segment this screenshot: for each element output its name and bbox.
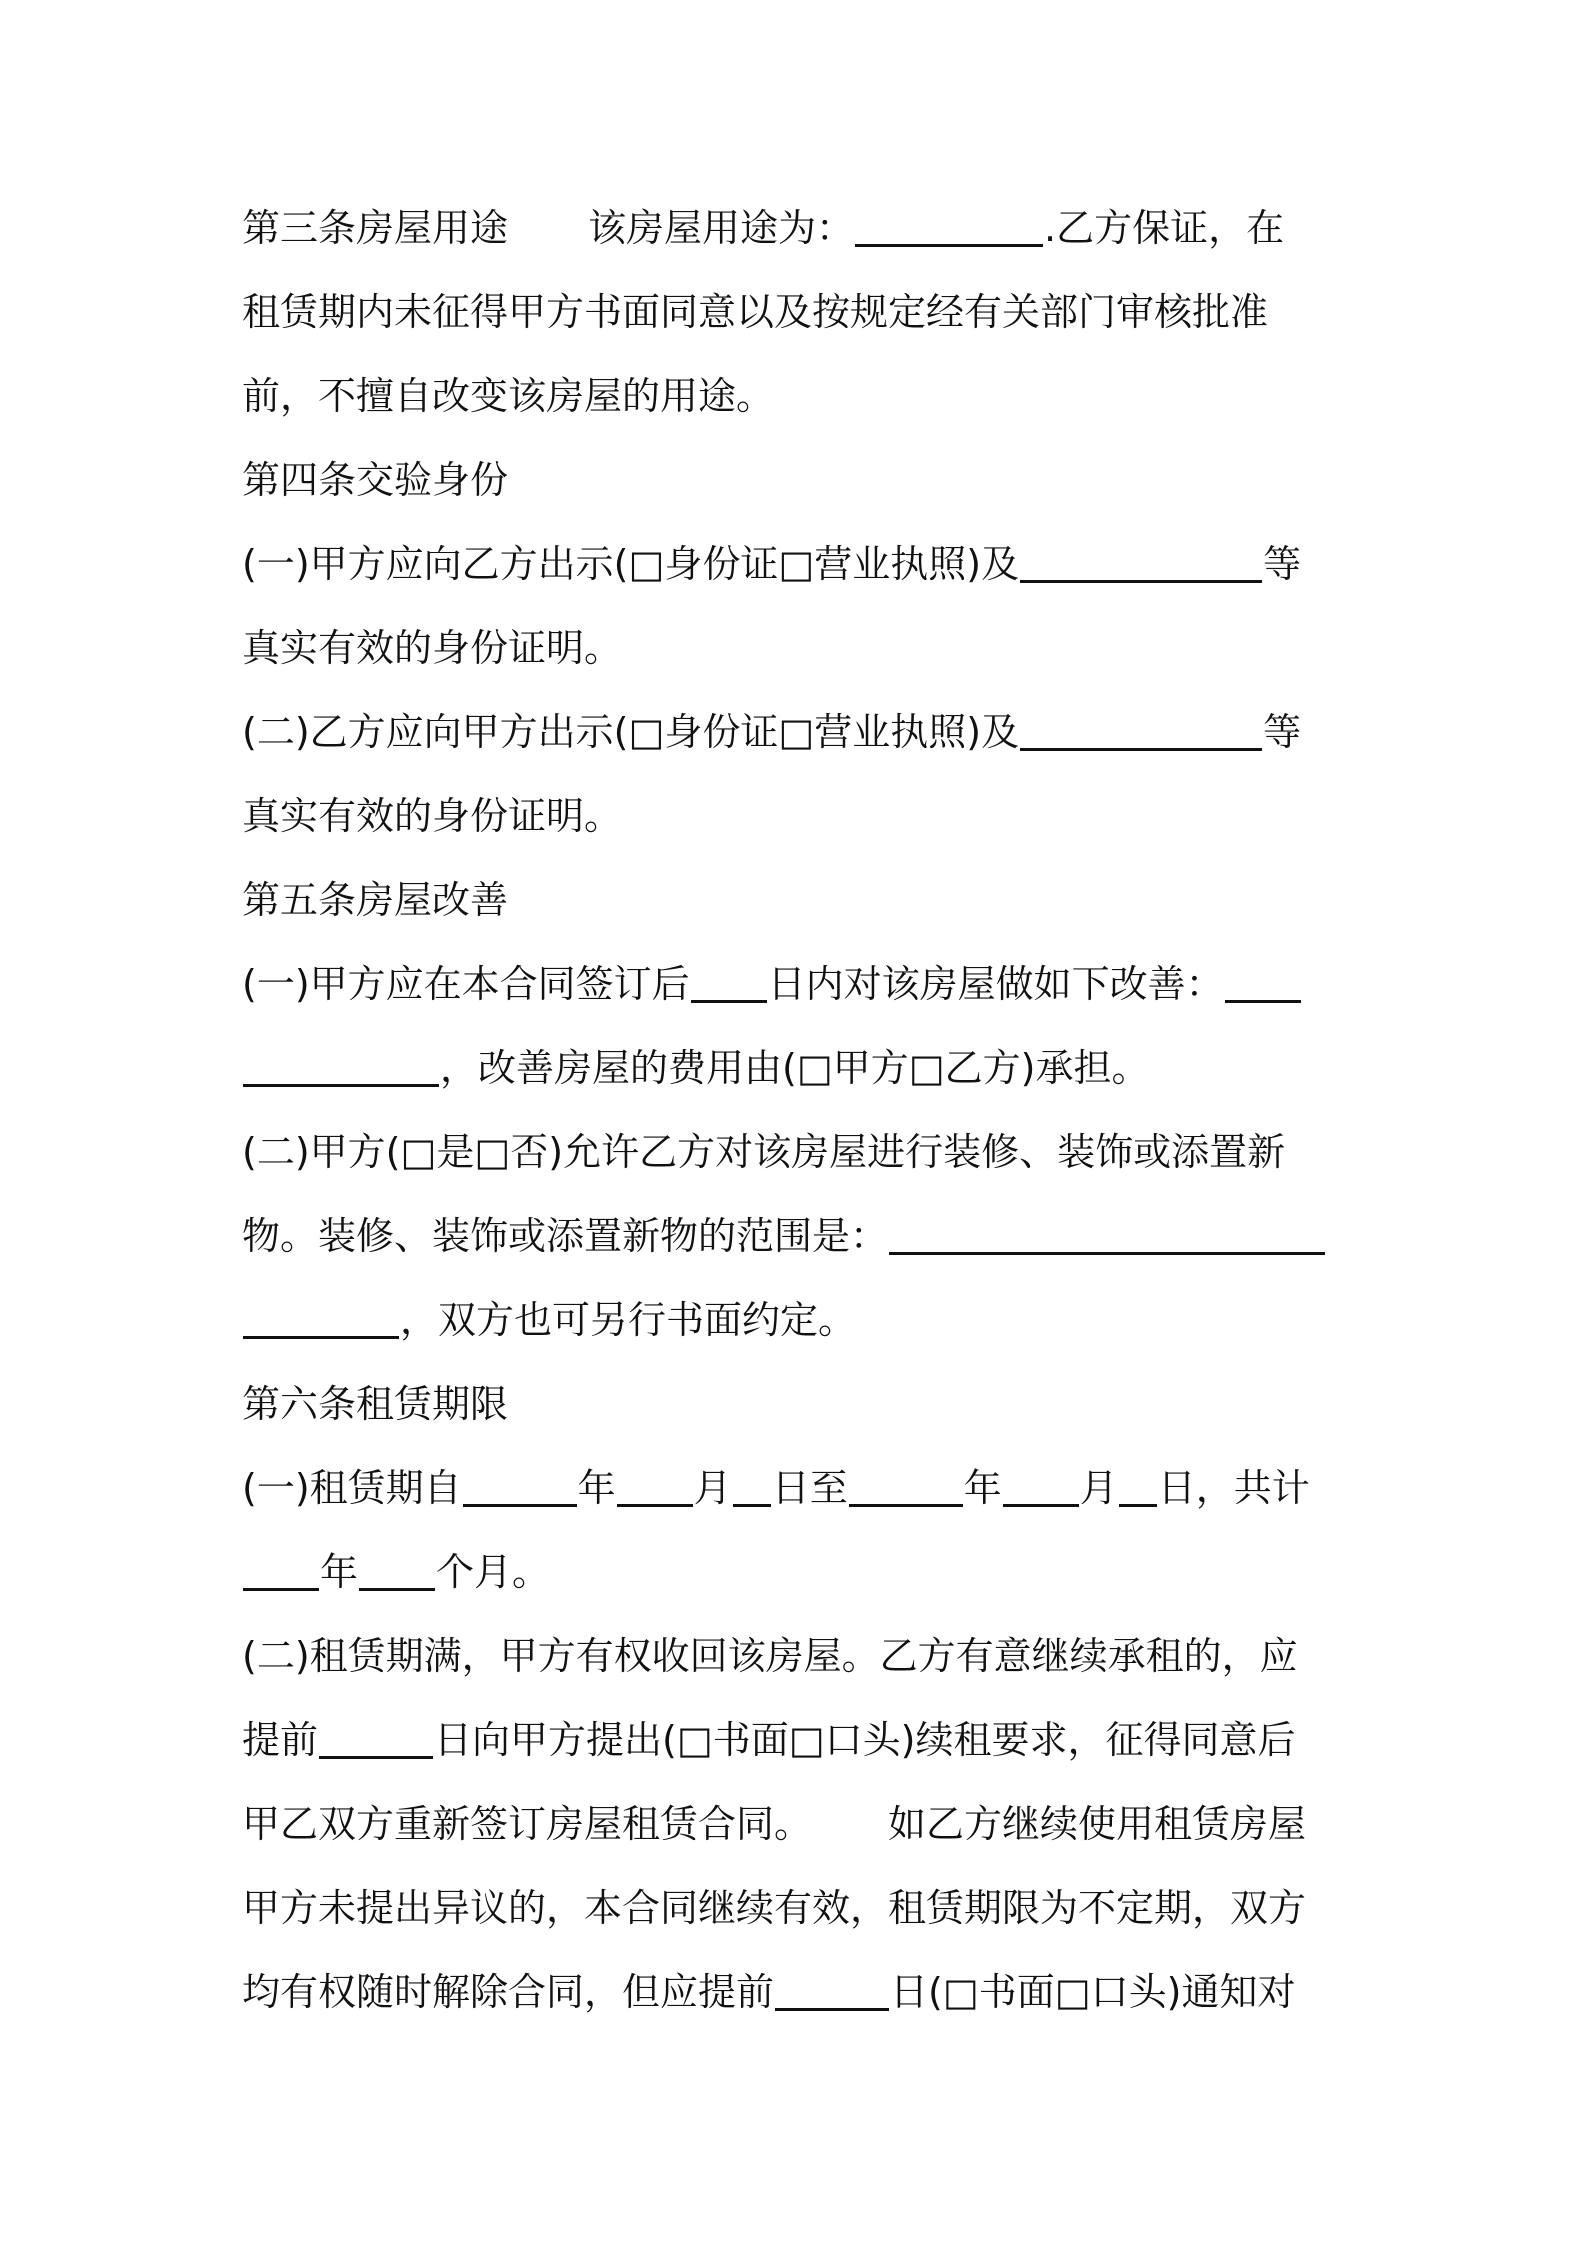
improvement-days-blank[interactable] <box>691 962 767 1003</box>
landlord-id-blank[interactable] <box>1020 542 1262 583</box>
line-text: 甲乙双方重新签订房屋租赁合同。 <box>242 1802 813 1846</box>
line-text: 提前 <box>242 1718 319 1762</box>
line-text: (二)乙方应向甲方出示(□身份证□营业执照)及 <box>242 710 1020 754</box>
line-text: 等 <box>1263 710 1302 754</box>
line-text: 日，共计 <box>1157 1466 1310 1510</box>
line-text: 年 <box>320 1550 359 1594</box>
line-text: 年 <box>577 1466 616 1510</box>
decoration-scope-blank-cont[interactable] <box>243 1298 399 1339</box>
clause-3-line-1 <box>242 196 1352 260</box>
line-text: 日至 <box>771 1466 848 1510</box>
clause-4-item-2-line-1 <box>242 700 1352 764</box>
clause-5-item-2-line-1 <box>242 1120 1352 1184</box>
clause-4-item-1-line-1 <box>242 532 1352 596</box>
clause-4-title <box>242 448 1352 512</box>
clause-5-item-2-line-2 <box>242 1204 1352 1268</box>
total-years-blank[interactable] <box>243 1550 319 1591</box>
line-text: .乙方保证，在 <box>1044 206 1285 250</box>
line-text: 前，不擅自改变该房屋的用途。 <box>242 374 775 418</box>
line-text: 甲方未提出异议的，本合同继续有效，租赁期限为不定期，双方 <box>242 1886 1307 1930</box>
start-year-blank[interactable] <box>463 1466 577 1507</box>
clause-3-line-2 <box>242 280 1352 344</box>
line-text: 年 <box>963 1466 1002 1510</box>
clause-5-item-1-line-1 <box>242 952 1352 1016</box>
clause-6-item-2-line-3 <box>242 1792 1352 1856</box>
line-text: 第五条房屋改善 <box>242 878 509 922</box>
line-text: 真实有效的身份证明。 <box>242 794 623 838</box>
clause-6-item-2-line-1 <box>242 1624 1352 1688</box>
line-text: 如乙方继续使用租赁房屋 <box>888 1802 1307 1846</box>
line-text: 月 <box>1079 1466 1118 1510</box>
total-months-blank[interactable] <box>359 1550 435 1591</box>
improvement-content-blank[interactable] <box>1225 962 1301 1003</box>
clause-3-line-3 <box>242 364 1352 428</box>
clause-6-item-1-line-2 <box>242 1540 1352 1604</box>
line-text: 日内对该房屋做如下改善： <box>767 962 1224 1006</box>
line-text: 日向甲方提出(□书面□口头)续租要求，征得同意后 <box>434 1718 1296 1762</box>
improvement-content-blank-cont[interactable] <box>243 1046 439 1087</box>
termination-notice-days-blank[interactable] <box>775 1970 889 2011</box>
decoration-scope-blank[interactable] <box>889 1214 1325 1255</box>
clause-6-item-2-line-4 <box>242 1876 1352 1940</box>
line-text: (二)租赁期满，甲方有权收回该房屋。乙方有意继续承租的，应 <box>242 1634 1298 1678</box>
line-text: 等 <box>1263 542 1302 586</box>
usage-blank[interactable] <box>855 206 1043 247</box>
line-text: ，改善房屋的费用由(□甲方□乙方)承担。 <box>440 1046 1150 1090</box>
line-text: 均有权随时解除合同，但应提前 <box>242 1970 775 2014</box>
line-text: 物。装修、装饰或添置新物的范围是： <box>242 1214 889 1258</box>
clause-4-item-2-line-2 <box>242 784 1352 848</box>
line-text: (二)甲方(□是□否)允许乙方对该房屋进行装修、装饰或添置新 <box>242 1130 1286 1174</box>
clause-5-item-2-line-3 <box>242 1288 1352 1352</box>
clause-6-item-1-line-1 <box>242 1456 1352 1520</box>
tenant-id-blank[interactable] <box>1020 710 1262 751</box>
end-month-blank[interactable] <box>1003 1466 1079 1507</box>
line-text: 日(□书面□口头)通知对 <box>890 1970 1296 2014</box>
line-text: 月 <box>693 1466 732 1510</box>
line-text: 第六条租赁期限 <box>242 1382 509 1426</box>
clause-6-title <box>242 1372 1352 1436</box>
start-month-blank[interactable] <box>617 1466 693 1507</box>
end-year-blank[interactable] <box>849 1466 963 1507</box>
line-text: 第四条交验身份 <box>242 458 509 502</box>
line-text: (一)甲方应向乙方出示(□身份证□营业执照)及 <box>242 542 1020 586</box>
end-day-blank[interactable] <box>1119 1466 1157 1507</box>
line-text: ，双方也可另行书面约定。 <box>400 1298 857 1342</box>
start-day-blank[interactable] <box>733 1466 771 1507</box>
clause-3-title: 第三条房屋用途 <box>242 206 509 250</box>
clause-6-item-2-line-2 <box>242 1708 1352 1772</box>
clause-5-title <box>242 868 1352 932</box>
line-text: 真实有效的身份证明。 <box>242 626 623 670</box>
line-text: 租赁期内未征得甲方书面同意以及按规定经有关部门审核批准 <box>242 290 1269 334</box>
line-text: 个月。 <box>436 1550 551 1594</box>
clause-6-item-2-line-5 <box>242 1960 1352 2024</box>
line-text: (一)甲方应在本合同签订后 <box>242 962 690 1006</box>
usage-label: 该房屋用途为： <box>588 206 855 250</box>
renewal-notice-days-blank[interactable] <box>319 1718 433 1759</box>
line-text: (一)租赁期自 <box>242 1466 462 1510</box>
clause-4-item-1-line-2 <box>242 616 1352 680</box>
clause-5-item-1-line-2 <box>242 1036 1352 1100</box>
